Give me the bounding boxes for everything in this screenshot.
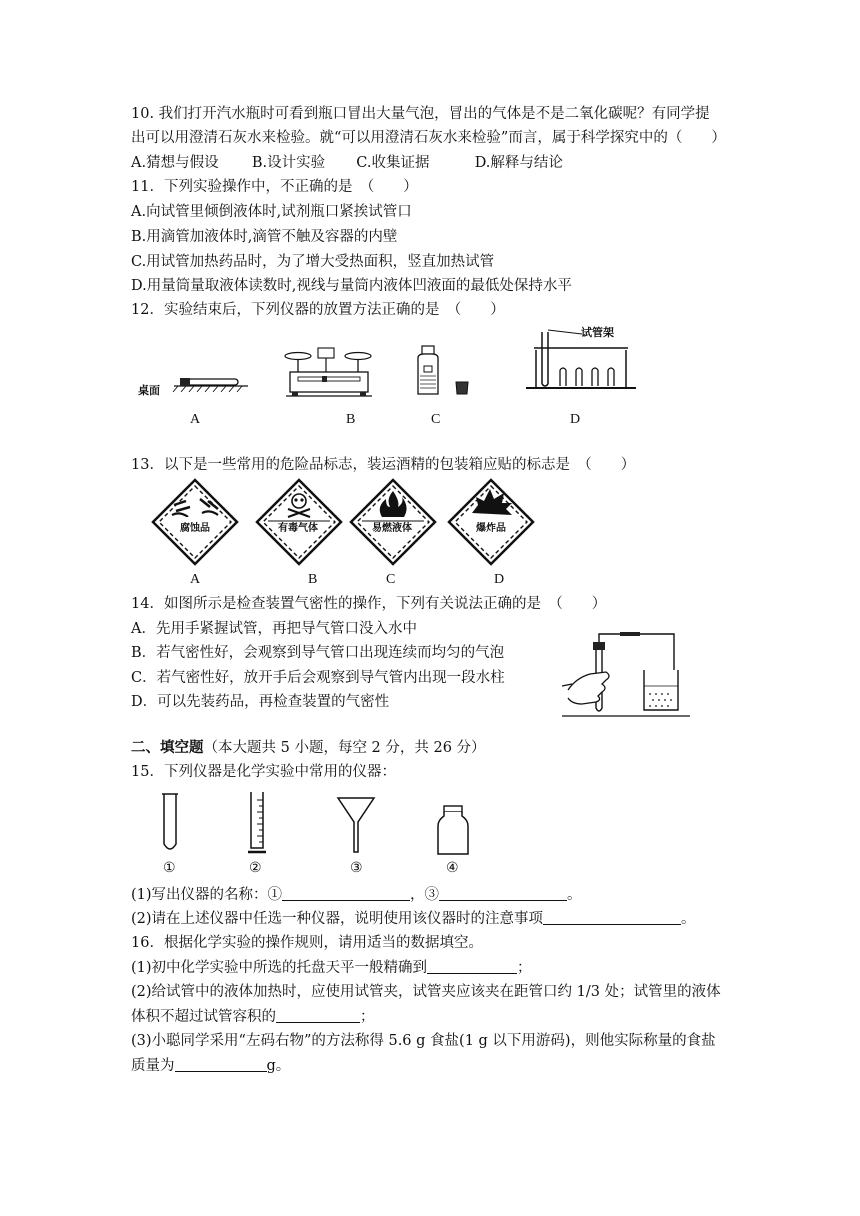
- q10-option-d: D.解释与结论: [474, 155, 563, 171]
- reagent-bottle-figure: [414, 344, 474, 398]
- q15-sub1-end: 。: [567, 887, 582, 903]
- q11-option-b: B.用滴管加液体时,滴管不触及容器的内壁: [131, 229, 398, 245]
- q15-sub1-prefix: (1)写出仪器的名称：①: [131, 887, 283, 903]
- q12-label-b: B: [346, 412, 356, 427]
- q16-sub3-line1: (3)小聪同学采用“左码右物”的方法称得 5.6 g 食盐(1 g 以下用游码)，则他实际称量的食盐: [131, 1033, 716, 1049]
- q16-sub1-prefix: (1)初中化学实验中所选的托盘天平一般精确到: [131, 960, 428, 976]
- q15-sub1: [131, 885, 582, 905]
- test-tube-icon: [160, 792, 180, 856]
- instrument-label-4: ④: [446, 861, 459, 876]
- graduated-cylinder-icon: [245, 790, 269, 858]
- q16-stem: 16．根据化学实验的操作规则，请用适当的数据填空。: [131, 935, 483, 951]
- q16-sub1: [131, 958, 532, 978]
- q10-option-c: C.收集证据: [356, 155, 430, 171]
- funnel-icon: [336, 796, 376, 856]
- q15-stem: 15．下列仪器是化学实验中常用的仪器：: [131, 764, 396, 780]
- q16-sub3-prefix: 质量为: [131, 1058, 175, 1074]
- q14-option-b: B．若气密性好，会观察到导气管口出现连续而均匀的气泡: [131, 645, 505, 661]
- q11-option-a: A.向试管里倾倒液体时,试剂瓶口紧挨试管口: [131, 204, 412, 220]
- q12-stem: 12．实验结束后，下列仪器的放置方法正确的是 （ ）: [131, 302, 505, 318]
- q15-sub2: [131, 909, 696, 929]
- q11-option-d: D.用量筒量取液体读数时,视线与量筒内液体凹液面的最低处保持水平: [131, 278, 572, 294]
- q15-sub1-mid: ，③: [410, 887, 440, 903]
- answer-blank-5[interactable]: [276, 1008, 360, 1023]
- q14-option-d: D．可以先装药品，再检查装置的气密性: [131, 694, 390, 710]
- wide-mouth-bottle-icon: [436, 804, 470, 856]
- airtightness-check-figure: [562, 628, 692, 718]
- q16-sub1-end: ；: [517, 960, 532, 976]
- q10-options: [131, 153, 563, 173]
- q12-label-d: D: [570, 412, 581, 427]
- section2-title: 二、填空题: [131, 739, 204, 756]
- sign-label-corrosive: 腐蚀品: [180, 523, 210, 534]
- answer-blank-2[interactable]: [439, 886, 567, 901]
- sign-label-toxic-gas: 有毒气体: [278, 523, 318, 534]
- q16-sub2: [131, 1007, 375, 1027]
- q14-option-a: A．先用手紧握试管，再把导气管口没入水中: [131, 621, 417, 637]
- instrument-label-1: ①: [163, 861, 176, 876]
- q16-sub3: [131, 1056, 290, 1076]
- q12-label-a: A: [190, 412, 201, 427]
- q13-stem: 13．以下是一些常用的危险品标志，装运酒精的包装箱应贴的标志是 （ ）: [131, 457, 636, 473]
- instrument-label-3: ③: [350, 861, 363, 876]
- q10-line1: 10. 我们打开汽水瓶时可看到瓶口冒出大量气泡，冒出的气体是不是二氧化碳呢？有同学提: [131, 106, 710, 122]
- q14-option-c: C．若气密性好，放开手后会观察到导气管内出现一段水柱: [131, 670, 505, 686]
- instrument-label-2: ②: [249, 861, 262, 876]
- q10-line2: 出可以用澄清石灰水来检验。就“可以用澄清石灰水来检验”而言，属于科学探究中的（ ）: [131, 130, 726, 146]
- q13-label-c: C: [386, 572, 396, 587]
- q13-label-b: B: [308, 572, 318, 587]
- answer-blank-6[interactable]: [175, 1057, 267, 1072]
- q15-sub2-end: 。: [681, 911, 696, 927]
- q11-stem: 11．下列实验操作中，不正确的是 （ ）: [131, 179, 418, 195]
- balance-figure: [284, 346, 374, 404]
- answer-blank-1[interactable]: [282, 886, 410, 901]
- q16-sub2-line1: (2)给试管中的液体加热时，应使用试管夹，试管夹应该夹在距管口约 1/3 处；试管里的液体: [131, 984, 721, 1000]
- q14-stem: 14．如图所示是检查装置气密性的操作，下列有关说法正确的是 （ ）: [131, 596, 607, 612]
- q11-option-c: C.用试管加热药品时，为了增大受热面积，竖直加热试管: [131, 254, 495, 270]
- answer-blank-3[interactable]: [543, 910, 681, 925]
- q16-sub2-end: ；: [360, 1009, 375, 1025]
- rack-label: 试管架: [581, 327, 614, 339]
- sign-label-flammable-liquid: 易燃液体: [372, 523, 412, 534]
- q16-sub3-end: g。: [266, 1058, 291, 1074]
- section2-note: （本大题共 5 小题，每空 2 分，共 26 分）: [203, 740, 486, 756]
- section2-heading: [131, 738, 486, 758]
- q16-sub2-prefix: 体积不超过试管容积的: [131, 1009, 276, 1025]
- q12-label-c: C: [431, 412, 441, 427]
- q13-label-d: D: [494, 572, 505, 587]
- desk-label: 桌面: [138, 385, 160, 397]
- sign-label-explosive: 爆炸品: [476, 523, 506, 534]
- q10-option-a: A.猜想与假设: [131, 155, 219, 171]
- q13-label-a: A: [190, 572, 201, 587]
- q10-option-b: B.设计实验: [251, 155, 326, 171]
- answer-blank-4[interactable]: [427, 959, 517, 974]
- q15-sub2-prefix: (2)请在上述仪器中任选一种仪器，说明使用该仪器时的注意事项: [131, 911, 544, 927]
